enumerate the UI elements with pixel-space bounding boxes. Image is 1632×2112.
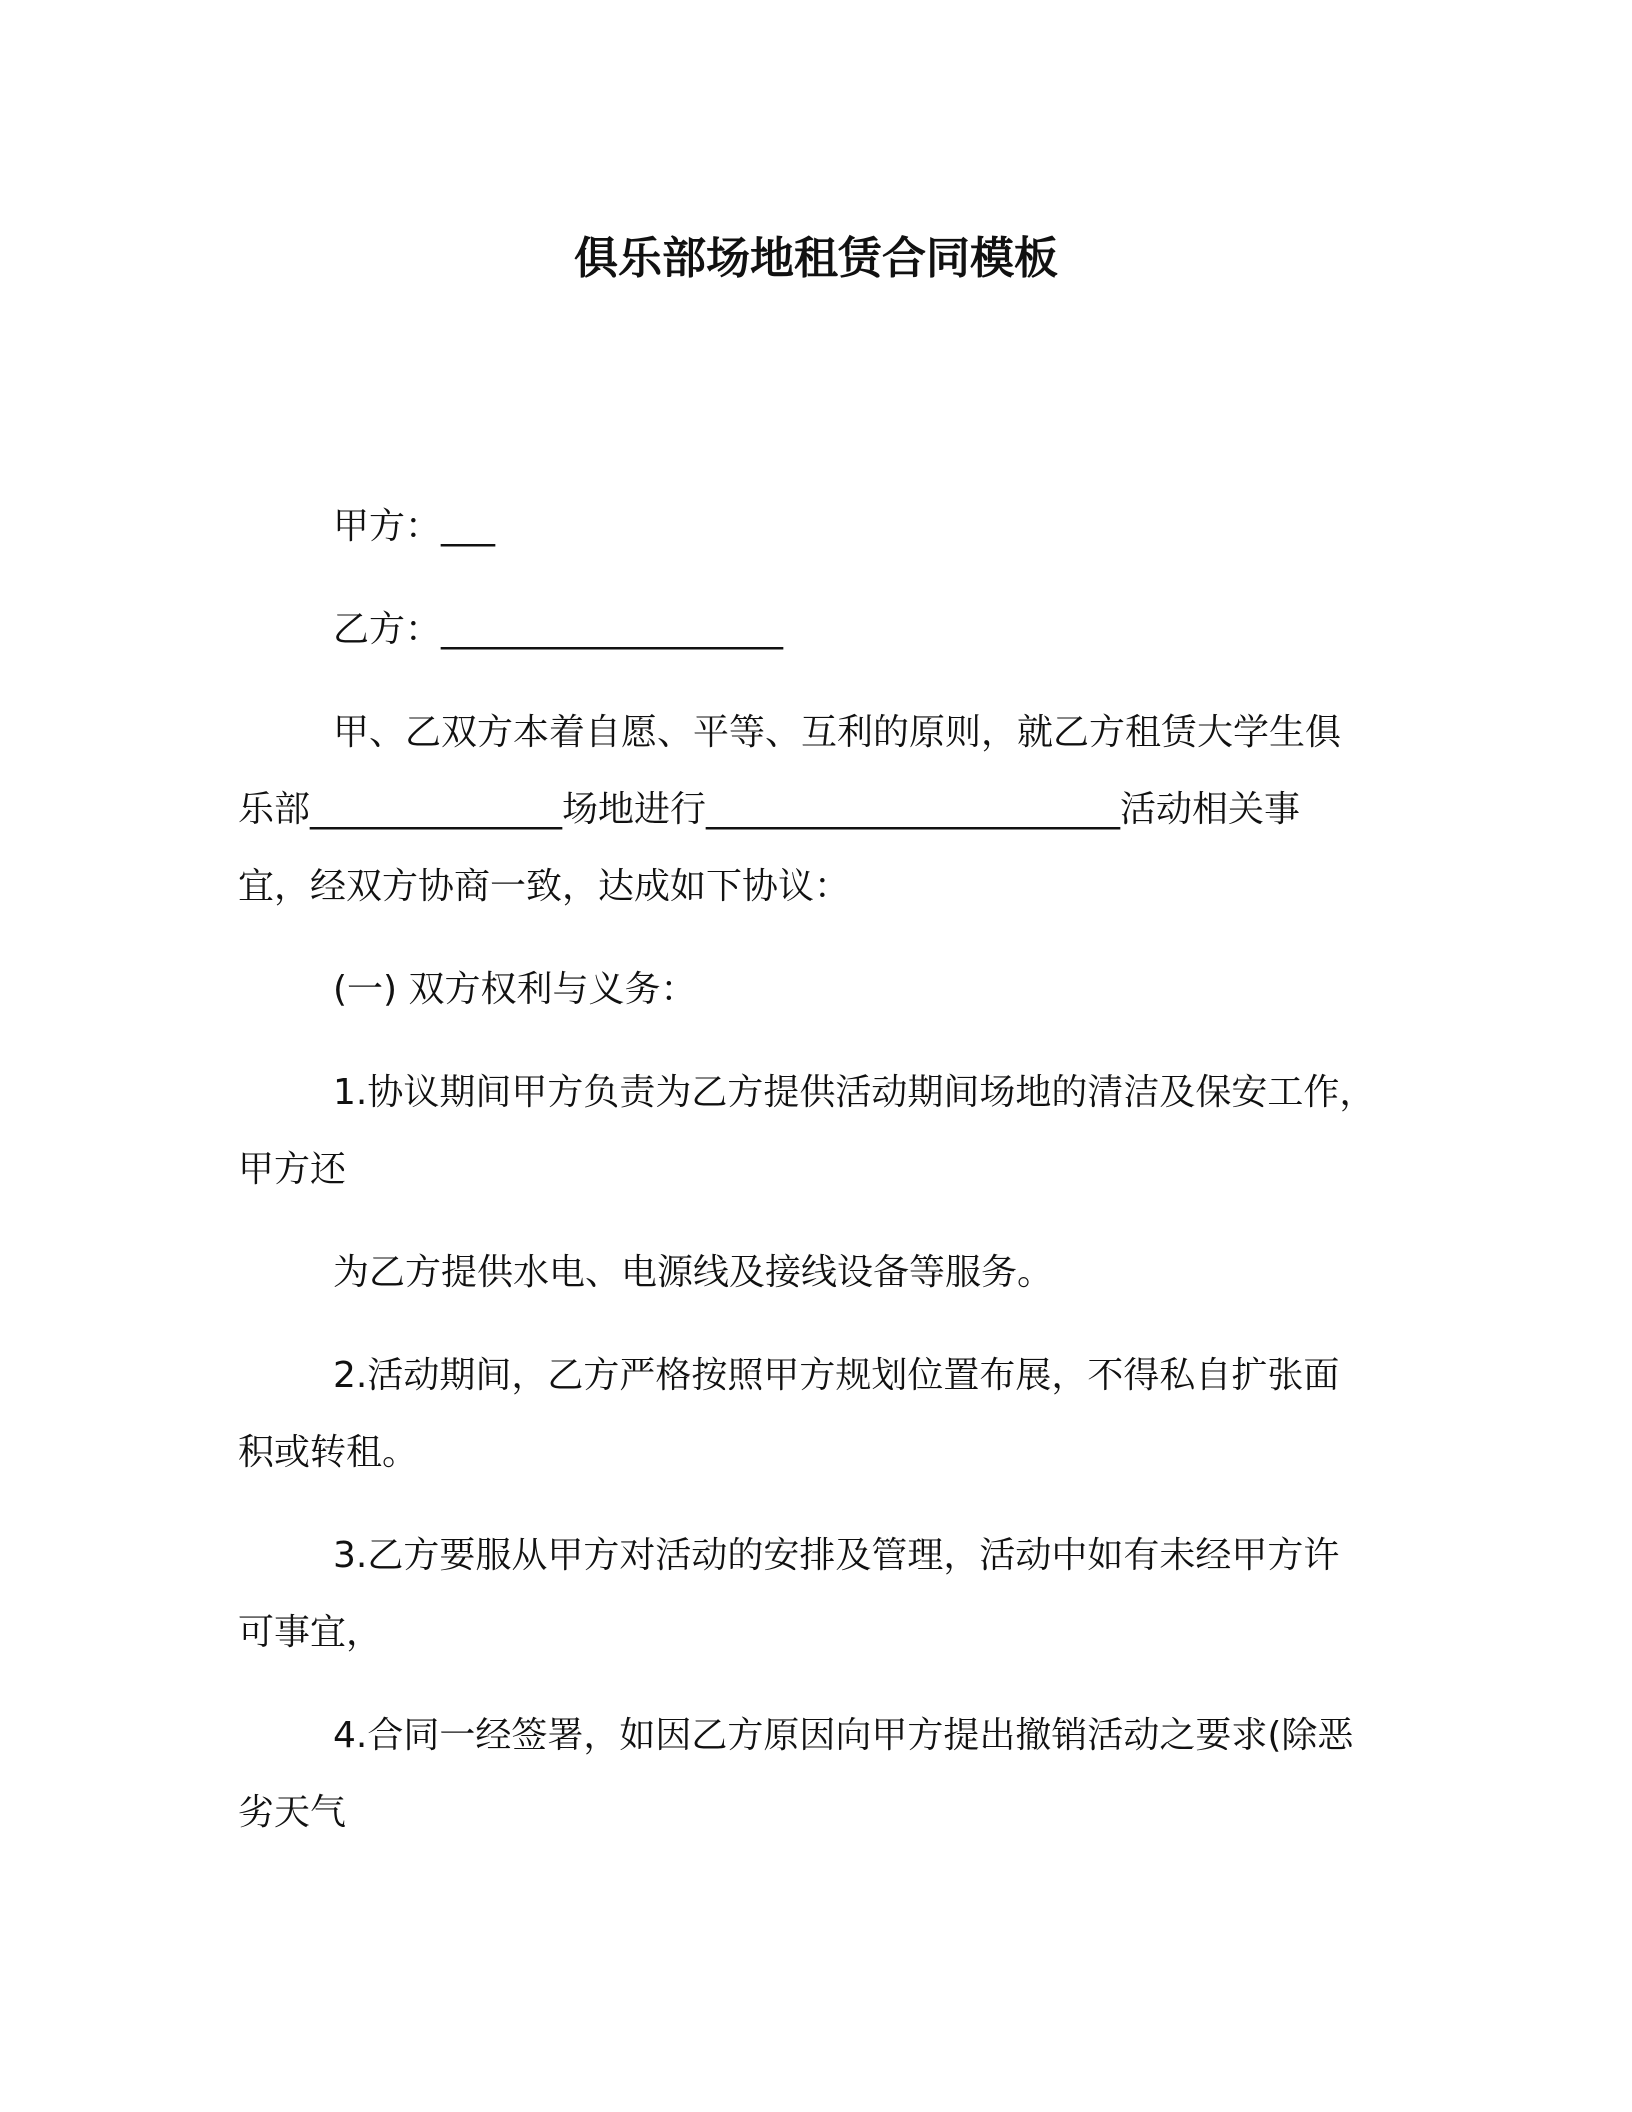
party-b-line: 乙方：___________________ <box>333 609 784 650</box>
intro-line-1: 甲、乙双方本着自愿、平等、互利的原则，就乙方租赁大学生俱 <box>333 712 1342 753</box>
clause-1-line-2: 甲方还 <box>238 1149 347 1190</box>
intro-line-3: 宜，经双方协商一致，达成如下协议： <box>238 866 851 907</box>
document-title: 俱乐部场地租赁合同模板 <box>574 233 1058 284</box>
clause-3-line-2: 可事宜， <box>238 1612 383 1653</box>
clause-1-line-1: 1.协议期间甲方负责为乙方提供活动期间场地的清洁及保安工作， <box>333 1072 1376 1113</box>
clause-3-line-1: 3.乙方要服从甲方对活动的安排及管理，活动中如有未经甲方许 <box>333 1535 1340 1576</box>
clause-4-line-2: 劣天气 <box>238 1792 347 1833</box>
clause-1-continuation: 为乙方提供水电、电源线及接线设备等服务。 <box>333 1252 1054 1293</box>
party-a-line: 甲方：___ <box>333 506 496 547</box>
clause-4-line-1: 4.合同一经签署，如因乙方原因向甲方提出撤销活动之要求(除恶 <box>333 1715 1354 1756</box>
section-heading: (一) 双方权利与义务： <box>333 969 697 1010</box>
intro-line-2: 乐部______________场地进行_______________________活动相关事 <box>238 789 1301 830</box>
clause-2-line-2: 积或转租。 <box>238 1432 419 1473</box>
clause-2-line-1: 2.活动期间，乙方严格按照甲方规划位置布展，不得私自扩张面 <box>333 1355 1340 1396</box>
